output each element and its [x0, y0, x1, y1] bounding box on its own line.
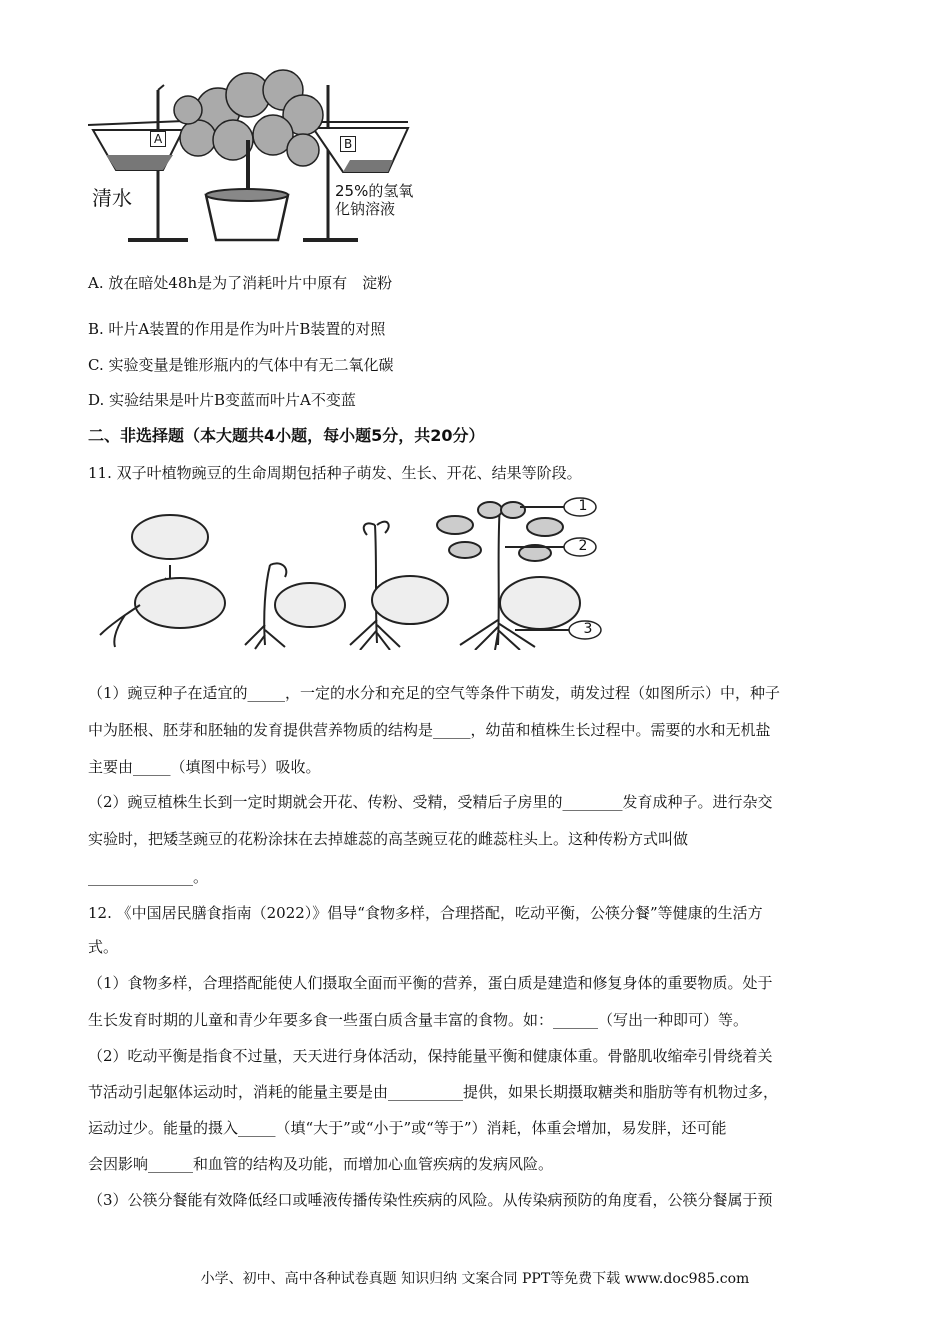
option-a: A. 放在暗处48h是为了消耗叶片中原有 淀粉 [88, 274, 393, 292]
q11-p2-line1: （2）豌豆植株生长到一定时期就会开花、传粉、受精，受精后子房里的________发育成种子。进行杂交 [88, 793, 773, 811]
q11-stem: 11. 双子叶植物豌豆的生命周期包括种子萌发、生长、开花、结果等阶段。 [88, 464, 582, 482]
structure-label-2: 2 [578, 538, 588, 554]
pea-germination-figure [95, 495, 615, 650]
water-label: 清水 [92, 186, 132, 210]
option-c: C. 实验变量是锥形瓶内的气体中有无二氧化碳 [88, 356, 394, 374]
naoh-label-line2: 化钠溶液 [335, 200, 396, 218]
structure-label-1: 1 [578, 498, 588, 514]
option-b: B. 叶片A装置的作用是作为叶片B装置的对照 [88, 320, 386, 338]
q12-p1-line2: 生长发育时期的儿童和青少年要多食一些蛋白质含量丰富的食物。如：______（写出一种即可）等。 [88, 1011, 749, 1029]
flask-a-label: A [150, 131, 166, 147]
q12-p3-line1: （3）公筷分餐能有效降低经口或唾液传播传染性疾病的风险。从传染病预防的角度看，公筷分餐属于预 [88, 1191, 773, 1209]
section-title: 二、非选择题（本大题共4小题，每小题5分，共20分） [88, 426, 485, 445]
q12-p2-line1: （2）吃动平衡是指食不过量，天天进行身体活动，保持能量平衡和健康体重。骨骼肌收缩牵引骨绕着关 [88, 1047, 773, 1065]
structure-label-3: 3 [583, 621, 593, 637]
q11-p1-line3: 主要由_____（填图中标号）吸收。 [88, 758, 321, 776]
q12-p2-line3: 运动过少。能量的摄入_____（填“大于”或“小于”或“等于”）消耗，体重会增加，易发胖，还可能 [88, 1119, 727, 1137]
option-d: D. 实验结果是叶片B变蓝而叶片A不变蓝 [88, 391, 356, 409]
page-footer: 小学、初中、高中各种试卷真题 知识归纳 文案合同 PPT等免费下载 www.doc985.com [200, 1271, 750, 1287]
q12-stem-line1: 12. 《中国居民膳食指南（2022）》倡导“食物多样，合理搭配，吃动平衡，公筷分餐”等健康的生活方 [88, 904, 763, 922]
q12-p2-line2: 节活动引起躯体运动时，消耗的能量主要是由__________提供，如果长期摄取糖类和脂肪等有机物过多， [88, 1083, 779, 1101]
flask-b-label: B [340, 136, 356, 152]
q11-p2-line2: 实验时，把矮茎豌豆的花粉涂抹在去掉雄蕊的高茎豌豆花的雌蕊柱头上。这种传粉方式叫做 [88, 830, 689, 848]
q12-p1-line1: （1）食物多样，合理搭配能使人们摄取全面而平衡的营养，蛋白质是建造和修复身体的重要物质。处于 [88, 974, 773, 992]
q11-p2-line3: ______________。 [88, 868, 209, 886]
q11-p1-line2: 中为胚根、胚芽和胚轴的发育提供营养物质的结构是_____，幼苗和植株生长过程中。需要的水和无机盐 [88, 721, 771, 739]
naoh-label-line1: 25%的氢氧 [335, 182, 414, 200]
q11-p1-line1: （1）豌豆种子在适宜的_____，一定的水分和充足的空气等条件下萌发，萌发过程（如图所示）中，种子 [88, 684, 781, 702]
q12-p2-line4: 会因影响______和血管的结构及功能，而增加心血管疾病的发病风险。 [88, 1155, 554, 1173]
q12-stem-line2: 式。 [88, 938, 119, 956]
